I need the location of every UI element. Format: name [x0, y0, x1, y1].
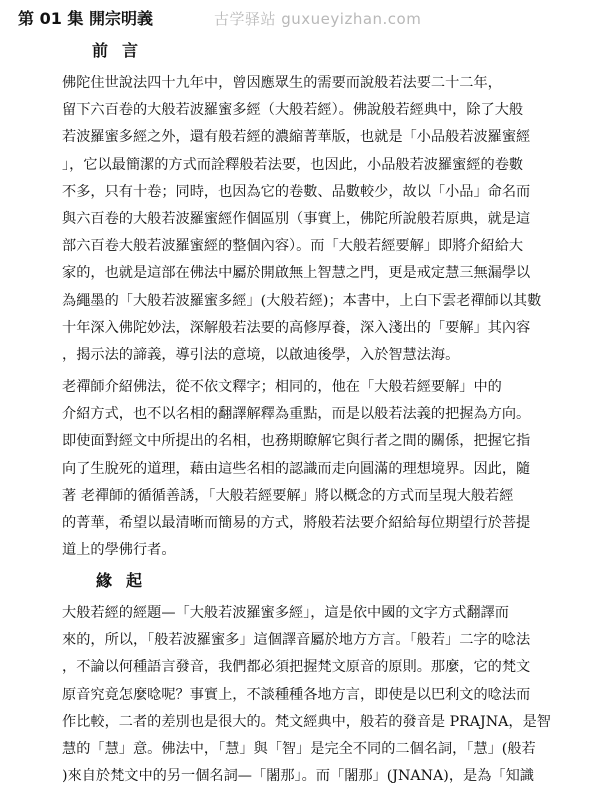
page-title: 第 01 集 開宗明義 — [18, 9, 153, 28]
section-heading-preface: 前言 — [92, 41, 153, 60]
text-line: 若波羅蜜多經之外，還有般若經的濃縮菁華版，也就是「小品般若波羅蜜經 — [62, 129, 531, 146]
paragraph-2 — [62, 374, 578, 564]
text-line: )來自於梵文中的另一個名詞—「闍那」。而「闍那」(JNANA)，是為「知識 — [62, 768, 534, 785]
text-line: 留下六百卷的大般若波羅蜜多經（大般若經）。佛說般若經典中，除了大般 — [62, 102, 524, 119]
text-line: 作比較，二者的差別也是很大的。梵文經典中，般若的發音是 PRAJNA，是智 — [62, 713, 551, 730]
text-line: ，不論以何種語言發音，我們都必須把握梵文原音的原則。那麼，它的梵文 — [62, 659, 531, 676]
section-heading-origin: 緣起 — [96, 571, 157, 590]
text-line: 來的，所以，「般若波羅蜜多」這個譯音屬於地方方言。「般若」二字的唸法 — [62, 632, 531, 649]
text-line: 佛陀住世說法四十九年中，曾因應眾生的需要而說般若法要二十二年， — [62, 75, 502, 91]
text-line: 介紹方式，也不以名相的翻譯解釋為重點，而是以般若法義的把握為方向。 — [62, 406, 531, 423]
text-line: 與六百卷的大般若波羅蜜經作個區別（事實上，佛陀所說般若原典，就是這 — [62, 211, 531, 228]
text-line: 原音究竟怎麼唸呢？事實上，不談種種各地方言，即使是以巴利文的唸法而 — [62, 686, 531, 703]
text-line: 老禪師介紹佛法，從不依文釋字；相同的，他在「大般若經要解」中的 — [62, 379, 502, 395]
text-line: 家的，也就是這部在佛法中屬於開啟無上智慧之門，更是戒定慧三無漏學以 — [62, 265, 531, 282]
text-line: 即使面對經文中所提出的名相，也務期瞭解它與行者之間的關係，把握它指 — [62, 433, 531, 450]
text-line: 道上的學佛行者。 — [62, 542, 176, 559]
text-line: 的菁華，希望以最清晰而簡易的方式，將般若法要介紹給每位期望行於菩提 — [62, 515, 531, 532]
text-line: 大般若經的經題—「大般若波羅蜜多經」，這是依中國的文字方式翻譯而 — [62, 605, 509, 621]
paragraph-1 — [62, 70, 578, 369]
text-line: 著 老禪師的循循善誘，「大般若經要解」將以概念的方式而呈現大般若經 — [62, 487, 514, 504]
site-watermark: 古学驿站 guxueyizhan.com — [214, 10, 422, 28]
paragraph-3 — [62, 600, 578, 790]
text-line: ，揭示法的諦義，導引法的意境，以啟迪後學，入於智慧法海。 — [62, 347, 460, 364]
text-line: 向了生脫死的道理，藉由這些名相的認識而走向圓滿的理想境界。因此，隨 — [62, 460, 531, 477]
text-line: 十年深入佛陀妙法，深解般若法要的高修厚養，深入淺出的「要解」其內容 — [62, 319, 531, 336]
text-line: 」，它以最簡潔的方式而詮釋般若法要，也因此，小品般若波羅蜜經的卷數 — [62, 156, 524, 173]
text-line: 慧的「慧」意。佛法中，「慧」與「智」是完全不同的二個名詞，「慧」(般若 — [62, 741, 536, 758]
text-line: 為繩墨的「大般若波羅蜜多經」(大般若經)；本書中，上白下雲老禪師以其數 — [62, 292, 542, 309]
text-line: 部六百卷大般若波羅蜜經的整個內容）。而「大般若經要解」即將介紹給大 — [62, 238, 524, 255]
text-line: 不多，只有十卷；同時，也因為它的卷數、品數較少，故以「小品」命名而 — [62, 183, 531, 200]
